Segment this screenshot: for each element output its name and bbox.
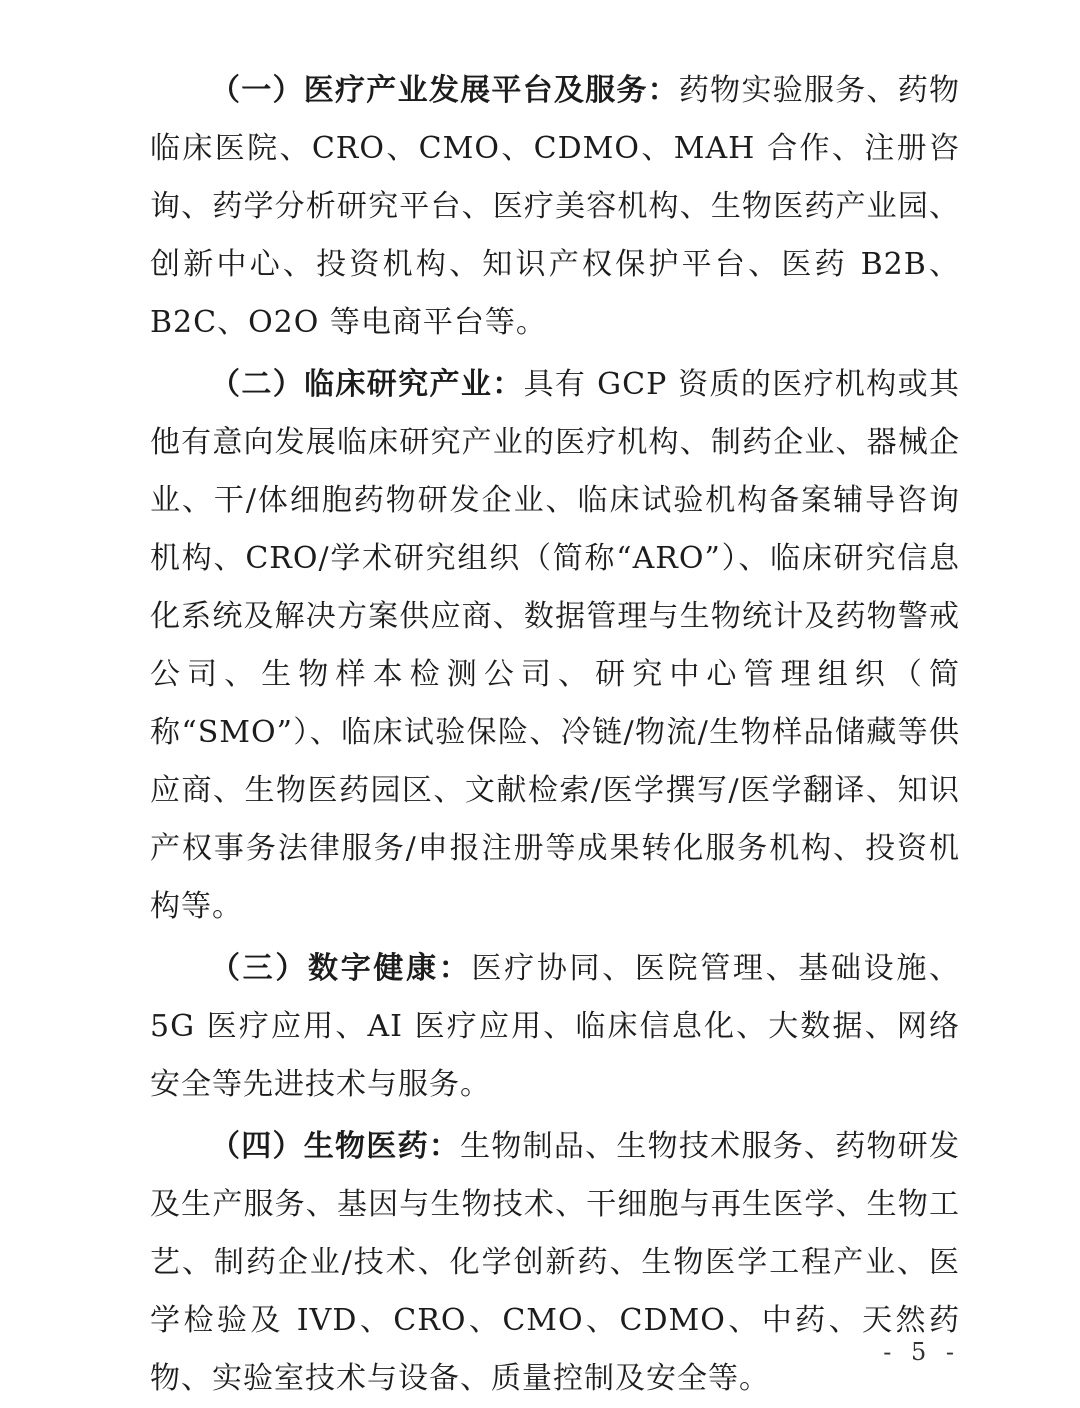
section-3 <box>150 940 960 1114</box>
document-body <box>150 62 960 1408</box>
section-3-text: 医疗协同、医院管理、基础设施、5G 医疗应用、AI 医疗应用、临床信息化、大数据、网络安全等先进技术与服务。 <box>150 951 961 1102</box>
section-4-heading: （四）生物医药： <box>210 1129 461 1164</box>
section-3-heading: （三）数字健康： <box>210 951 472 986</box>
section-2-text: 具有 GCP 资质的医疗机构或其他有意向发展临床研究产业的医疗机构、制药企业、器械企业、干/体细胞药物研发企业、临床试验机构备案辅导咨询机构、CRO/学术研究组织（简称“ARO”）、临床研究信息化系统及解决方案供应商、数据管理与生物统计及药物警戒公司、生物样本检测公司、研究中心管理组织（简称“SMO”）、临床试验保险、冷链/物流/生物样品储藏等供应商、生物医药园区、文献检索/医学撰写/医学翻译、知识产权事务法律服务/申报注册等成果转化服务机构、投资机构等。 <box>150 367 961 924</box>
page-number: - 5 - <box>883 1338 960 1366</box>
section-1-heading: （一）医疗产业发展平台及服务： <box>210 73 679 108</box>
section-2-heading: （二）临床研究产业： <box>210 367 524 402</box>
section-1 <box>150 62 960 352</box>
section-1-text: 药物实验服务、药物临床医院、CRO、CMO、CDMO、MAH 合作、注册咨询、药学分析研究平台、医疗美容机构、生物医药产业园、创新中心、投资机构、知识产权保护平台、医药 B2B、B2C、O2O 等电商平台等。 <box>150 73 961 340</box>
section-2 <box>150 356 960 936</box>
section-4-text: 生物制品、生物技术服务、药物研发及生产服务、基因与生物技术、干细胞与再生医学、生物工艺、制药企业/技术、化学创新药、生物医学工程产业、医学检验及 IVD、CRO、CMO、CDMO、中药、天然药物、实验室技术与设备、质量控制及安全等。 <box>150 1129 961 1396</box>
section-4 <box>150 1118 960 1408</box>
